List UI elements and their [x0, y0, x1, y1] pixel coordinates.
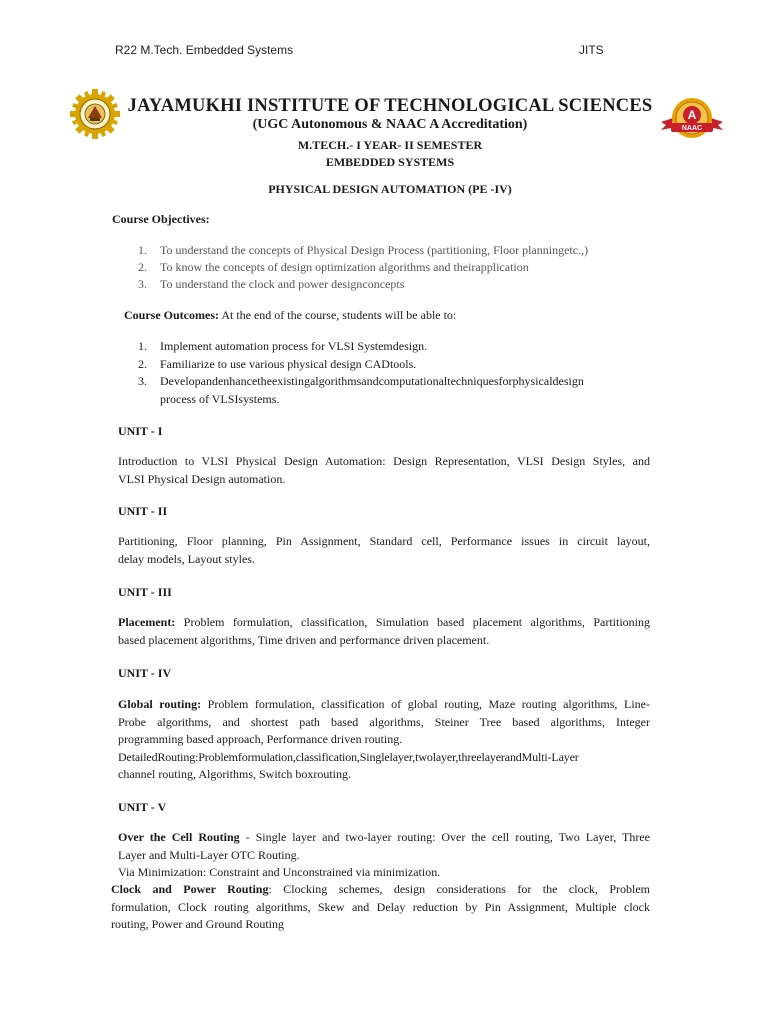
list-item: 2. Familiarize to use various physical design CADtools. [138, 356, 417, 371]
unit-2-content: Partitioning, Floor planning, Pin Assignment, Standard cell, Performance issues in circuit layout, delay models, Layout styles. [118, 534, 650, 566]
list-item: 3. To understand the clock and power designconcepts [138, 277, 405, 291]
institute-name: JAYAMUKHI INSTITUTE OF TECHNOLOGICAL SCIENCES [127, 96, 653, 116]
unit-5-content: Over the Cell Routing - Single layer and two-layer routing: Over the cell routing, Two Layer, Three Layer and Multi-Layer OTC Routing. Via Minimization: Constraint and Unconstrained via minimization. [118, 830, 650, 879]
unit-4-content: Global routing: Problem formulation, classification of global routing, Maze routing algorithms, Line- Probe algorithms, and shortest path based algorithms, Steiner Tree based algorithms, Integer programming based approach, Performance driven routing. DetailedRouting:Problemformulation,classification,Singlelayer,twolayer,threelayerandMulti-Layer channel routing, Algorithms, Switch boxrouting. [118, 697, 650, 781]
unit-3-content: Placement: Problem formulation, classification, Simulation based placement algorithms, Partitioning based placement algorithms, Time driven and performance driven placement. [118, 615, 650, 647]
running-header-right: JITS [579, 43, 604, 57]
unit-1-heading: UNIT - I [118, 424, 163, 438]
outcomes-list [138, 338, 658, 408]
course-title: PHYSICAL DESIGN AUTOMATION (PE -IV) [268, 182, 512, 196]
unit-5-heading: UNIT - V [118, 800, 167, 814]
accreditation-line: (UGC Autonomous & NAAC A Accreditation) [252, 117, 528, 132]
list-item: 3. Developandenhancetheexistingalgorithmsandcomputationaltechniquesforphysicaldesign [138, 374, 584, 388]
svg-text:NAAC: NAAC [681, 125, 703, 132]
unit-5-clock-power: Clock and Power Routing: Clocking schemes, design considerations for the clock, Problem formulation, Clock routing algorithms, Skew and Delay reduction by Pin Assignment, Multiple clock routing, Power and Ground Routing [111, 882, 651, 931]
svg-text:A: A [687, 108, 697, 122]
unit-2-heading: UNIT - II [118, 504, 168, 518]
unit-3-heading: UNIT - III [118, 585, 172, 599]
unit-4-heading: UNIT - IV [118, 666, 172, 680]
list-item: 2. To know the concepts of design optimization algorithms and theirapplication [138, 260, 529, 274]
list-item: 1. To understand the concepts of Physical Design Process (partitioning, Floor planningetc.,) [138, 243, 589, 257]
objectives-list [138, 242, 658, 293]
running-header-left: R22 M.Tech. Embedded Systems [115, 43, 294, 57]
branch-line: EMBEDDED SYSTEMS [325, 155, 455, 169]
objectives-heading: Course Objectives: [112, 212, 210, 226]
semester-line: M.TECH.- I YEAR- II SEMESTER [297, 138, 483, 152]
unit-1-content: Introduction to VLSI Physical Design Automation: Design Representation, VLSI Design Styles, and VLSI Physical Design automation. [118, 454, 650, 486]
list-item-continuation: process of VLSIsystems. [160, 391, 280, 406]
list-item: 1. Implement automation process for VLSI Systemdesign. [138, 339, 428, 353]
outcomes-heading: Course Outcomes: At the end of the course, students will be able to: [124, 308, 457, 322]
